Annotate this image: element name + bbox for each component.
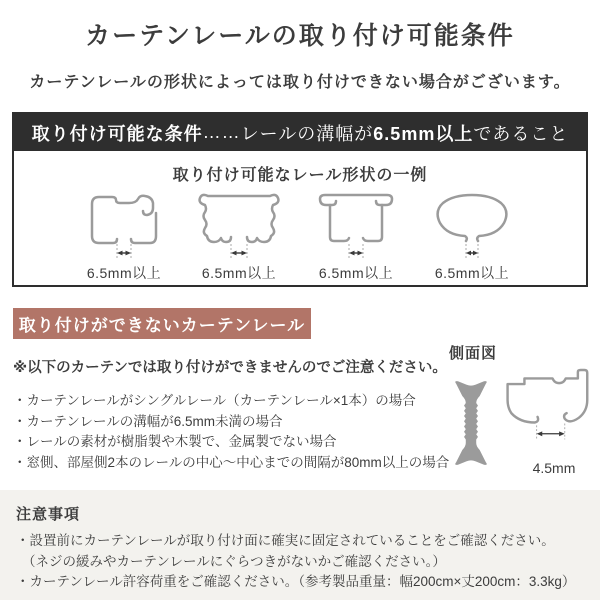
- runner-side-profile-icon: [451, 374, 491, 472]
- flanged-top-rail-icon: [316, 189, 396, 261]
- incompatible-bullet-3: ・レールの素材が樹脂製や木製で、金属製でない場合: [13, 434, 337, 449]
- rail-example-4-dimension: 6.5mm以上: [434, 265, 510, 281]
- notes-title: 注意事項: [16, 506, 81, 523]
- rail-example-2-dimension: 6.5mm以上: [201, 265, 277, 281]
- incompatible-warning: ※以下のカーテンでは取り付けができませんのでご注意ください。: [13, 360, 447, 376]
- wavy-side-rail-icon: [196, 189, 282, 261]
- condition-leader: ……: [202, 122, 241, 142]
- oval-rail-icon: [430, 189, 514, 261]
- side-view-dimension: 4.5mm: [532, 460, 576, 476]
- notes-item-2: （ネジの緩みやカーテンレールにぐらつきがないかご確認ください。）: [22, 553, 446, 569]
- rail-example-2: [196, 189, 282, 283]
- side-view-title: 側面図: [449, 345, 498, 362]
- incompatible-bullet-1: ・カーテンレールがシングルレール（カーテンレール×1本）の場合: [13, 393, 416, 408]
- notes-item-3: ・カーテンレール許容荷重をご確認ください。（参考製品重量：幅200cm×丈200cm：3.3kg）: [16, 574, 576, 589]
- rail-example-1-dimension: 6.5mm以上: [86, 265, 162, 281]
- hooked-square-rail-icon: [86, 189, 162, 261]
- page-title: カーテンレールの取り付け可能条件: [85, 22, 515, 50]
- rail-side-profile-icon: [501, 368, 591, 462]
- notes-item-1: ・設置前にカーテンレールが取り付け面に確実に固定されていることをご確認ください。: [16, 533, 555, 548]
- rail-example-3-dimension: 6.5mm以上: [318, 265, 394, 281]
- page-subtitle: カーテンレールの形状によっては取り付けできない場合がございます。: [29, 74, 571, 91]
- rail-example-1: [86, 189, 162, 283]
- condition-value: 6.5mm以上: [373, 123, 474, 144]
- incompatible-rails-section: [0, 306, 600, 490]
- condition-suffix: であること: [473, 123, 569, 144]
- installable-conditions-box: [12, 112, 588, 287]
- incompatible-banner: 取り付けができないカーテンレール: [13, 308, 311, 339]
- rail-example-4: [430, 189, 514, 283]
- rail-examples-row: [14, 189, 586, 283]
- incompatible-bullet-4: ・窓側、部屋側2本のレールの中心〜中心までの間隔が80mm以上の場合: [13, 454, 450, 470]
- notes-section: [0, 490, 600, 600]
- installable-conditions-header: [14, 114, 586, 151]
- incompatible-bullet-list: [13, 391, 449, 473]
- side-view-diagram: [445, 342, 597, 488]
- condition-text: レールの溝幅が: [240, 123, 374, 144]
- rail-examples-title: 取り付け可能なレール形状の一例: [172, 167, 428, 184]
- incompatible-bullet-2: ・カーテンレールの溝幅が6.5mm未満の場合: [13, 413, 283, 429]
- condition-label: 取り付け可能な条件: [31, 123, 203, 144]
- rail-example-3: [316, 189, 396, 283]
